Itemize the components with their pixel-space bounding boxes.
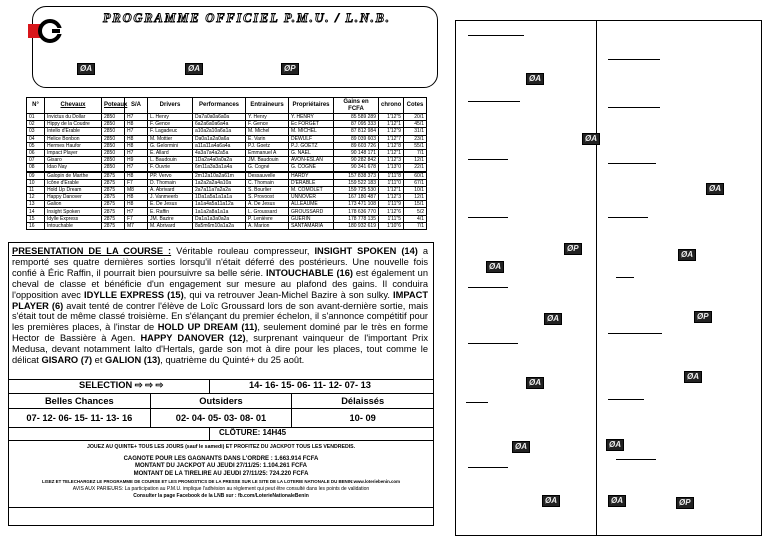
code-chip: ØA xyxy=(706,183,724,195)
table-cell: H8 xyxy=(125,121,148,128)
answer-line xyxy=(468,467,508,468)
table-row xyxy=(27,135,427,142)
table-cell: H9 xyxy=(125,157,148,164)
runners-table xyxy=(26,97,427,230)
table-cell: Emmanuel A xyxy=(246,149,289,156)
table-cell: 11 xyxy=(27,186,45,193)
table-cell: 01 xyxy=(27,114,45,121)
selection-value: 14- 16- 15- 06- 11- 12- 07- 13 xyxy=(249,380,371,390)
table-cell: 2875 xyxy=(102,179,125,186)
column-header: N° xyxy=(27,98,45,114)
horse-mention: INSIGHT SPOKEN (14) xyxy=(314,246,418,256)
delaisses-value: 10- 09 xyxy=(291,409,433,427)
table-cell: 2850 xyxy=(102,114,125,121)
table-cell: 8a5m6m10a1a2a xyxy=(193,222,246,229)
table-row xyxy=(27,149,427,156)
cloture-row xyxy=(9,427,433,441)
table-cell: Gisaro xyxy=(45,157,102,164)
answer-line xyxy=(468,217,508,218)
presentation-fragment: , qui va retrouver Jean-Michel Bazire à son sulky. xyxy=(183,289,394,300)
code-chip: ØA xyxy=(185,63,203,75)
table-cell: Y. Henry xyxy=(246,114,289,121)
table-cell: 2875 xyxy=(102,201,125,208)
table-cell: F. Lagadeuc xyxy=(148,128,193,135)
table-cell: 7/1 xyxy=(404,149,427,156)
table-cell: 1Da1a5a1a1a1a xyxy=(193,194,246,201)
column-header: S/A xyxy=(125,98,148,114)
table-cell: A. De Jesus xyxy=(246,201,289,208)
table-cell: H8 xyxy=(125,135,148,142)
table-cell: 14 xyxy=(27,208,45,215)
code-chip: ØP xyxy=(694,311,712,323)
table-cell: J. Vanmeerb xyxy=(148,194,193,201)
code-chip: ØP xyxy=(281,63,299,75)
table-cell: L. Groussard xyxy=(246,208,289,215)
table-header-row xyxy=(27,98,427,114)
table-row xyxy=(27,128,427,135)
code-chip: ØA xyxy=(512,441,530,453)
presentation-fragment: avait tenté de contrer l'élève de Loïc Groussard lors de son avant-dernière sortie, mais s'était tout de même classé troisième. En s'élançant du premier échelon, il s'annonce compétitif pour les premières places, à l'instar de xyxy=(12,300,428,333)
answer-line xyxy=(608,59,660,60)
table-row xyxy=(27,164,427,172)
table-cell: 89 603 726 xyxy=(334,142,379,149)
table-cell: 2875 xyxy=(102,194,125,201)
table-cell: E. De Jesus xyxy=(148,201,193,208)
table-cell: 55/1 xyxy=(404,142,427,149)
presentation-text xyxy=(12,246,428,366)
table-cell: D'ERABLE xyxy=(289,179,334,186)
programme-title: PROGRAMME OFFICIEL P.M.U. / L.N.B. xyxy=(103,11,391,25)
table-cell: JM. Baudouin xyxy=(246,157,289,164)
table-row xyxy=(27,222,427,229)
table-cell: 04 xyxy=(27,135,45,142)
table-cell: 157 838 373 xyxy=(334,172,379,180)
answer-line xyxy=(608,217,648,218)
table-cell: GUERIN xyxy=(289,215,334,222)
table-cell: L. Baudouin xyxy=(148,157,193,164)
table-cell: H8 xyxy=(125,201,148,208)
table-cell: Idylle Express xyxy=(45,215,102,222)
presentation-fragment: Véritable rouleau compresseur, xyxy=(171,246,315,256)
table-cell: M. Mottier xyxy=(148,135,193,142)
column-header: chrono xyxy=(379,98,404,114)
table-cell: 87 812 984 xyxy=(334,128,379,135)
presentation-fragment: est également un cheval de classe et bénéficie d'un engagement sur mesure au plafond des gains. Il conduira l'opposition avec xyxy=(12,267,428,300)
table-cell: 180 932 619 xyxy=(334,222,379,229)
table-cell: 2875 xyxy=(102,215,125,222)
table-cell: G. Cogné xyxy=(246,164,289,172)
header-box xyxy=(32,6,438,88)
table-cell: 67/1 xyxy=(404,179,427,186)
table-cell: 1'12"1 xyxy=(379,121,404,128)
pmu-logo xyxy=(28,18,68,44)
table-cell: Intello d'Erable xyxy=(45,128,102,135)
table-cell: P. Lenièvre xyxy=(246,215,289,222)
table-cell: Da1a1a3a0a2a xyxy=(193,215,246,222)
table-cell: H7 xyxy=(125,128,148,135)
table-cell: SANTAMARIA xyxy=(289,222,334,229)
table-cell: 09 xyxy=(27,172,45,180)
category-header-outsiders: Outsiders xyxy=(150,394,292,408)
code-chip: ØA xyxy=(526,377,544,389)
info-line-cagnote: CAGNOTE POUR LES GAGNANTS DANS L'ORDRE : 1.663.914 FCFA xyxy=(123,455,319,462)
table-cell: 03 xyxy=(27,128,45,135)
info-line-quinte: JOUEZ AU QUINTE+ TOUS LES JOURS (sauf le samedi) ET PROFITEZ DU JACKPOT TOUS LES VENDREDIS. xyxy=(86,444,356,450)
table-cell: ALLEAUME xyxy=(289,201,334,208)
table-cell: Galion xyxy=(45,201,102,208)
horse-mention: IMPACT PLAYER (6) xyxy=(12,289,428,311)
answer-line xyxy=(466,402,488,403)
table-cell: F7 xyxy=(125,215,148,222)
table-cell: 10/1 xyxy=(404,186,427,193)
table-cell: 1'12"7 xyxy=(379,135,404,142)
answer-line xyxy=(468,35,524,36)
table-row xyxy=(27,142,427,149)
table-cell: 4/1 xyxy=(404,215,427,222)
table-cell: 89 039 603 xyxy=(334,135,379,142)
table-cell: Helice Bonbon xyxy=(45,135,102,142)
table-cell: P.J. GOETZ xyxy=(289,142,334,149)
table-cell: 1'12"6 xyxy=(379,208,404,215)
table-row xyxy=(27,201,427,208)
table-cell: Da0a1a2a0a6a xyxy=(193,135,246,142)
table-cell: Hold Up Dream xyxy=(45,186,102,193)
table-cell: DEWULF xyxy=(289,135,334,142)
code-chip: ØP xyxy=(564,243,582,255)
table-cell: Ec FORGET xyxy=(289,121,334,128)
presentation-fragment: , surprenant vainqueur de l'important Prix Medusa, devant notamment Ialto d'Hertals, garde son mot à dire pour les places, tout comme le délicat xyxy=(12,333,428,366)
belles-chances-value: 07- 12- 06- 15- 11- 13- 16 xyxy=(26,413,133,423)
table-cell: 1'12"1 xyxy=(379,149,404,156)
answer-line xyxy=(616,277,634,278)
table-cell: 2850 xyxy=(102,149,125,156)
table-cell: 60/1 xyxy=(404,172,427,180)
table-cell: 12/1 xyxy=(404,194,427,201)
table-cell: Idao Nay xyxy=(45,164,102,172)
table-cell: UNNOVER xyxy=(289,194,334,201)
table-cell: a10a2a10a6a1a xyxy=(193,128,246,135)
table-cell: M8 xyxy=(125,186,148,193)
table-cell: 5/2 xyxy=(404,208,427,215)
table-cell: 2875 xyxy=(102,222,125,229)
table-cell: M7 xyxy=(125,222,148,229)
table-cell: 1a2a2a2a4a10a xyxy=(193,179,246,186)
table-cell: C. Thomain xyxy=(246,179,289,186)
table-cell: S. Provoost xyxy=(246,194,289,201)
table-cell: H8 xyxy=(125,142,148,149)
table-cell: S. Bourlier xyxy=(246,186,289,193)
table-cell: M. COMOLET xyxy=(289,186,334,193)
table-cell: 178 636 770 xyxy=(334,208,379,215)
table-cell: M. Abrivard xyxy=(148,222,193,229)
table-cell: E. Varin xyxy=(246,135,289,142)
table-cell: F7 xyxy=(125,179,148,186)
table-row xyxy=(27,208,427,215)
table-cell: 2850 xyxy=(102,128,125,135)
presentation-fragment: et xyxy=(92,355,106,366)
info-line-facebook: Consulter la page Facebook de la LNB sur : fb.com/LoterieNationaleBenin xyxy=(133,493,309,499)
table-cell: 10 xyxy=(27,179,45,186)
presentation-title: PRESENTATION DE LA COURSE : xyxy=(12,246,172,256)
table-cell: 1'11"9 xyxy=(379,201,404,208)
table-cell: 4a3a7a4a2a5a xyxy=(193,149,246,156)
table-cell: 87 095 333 xyxy=(334,121,379,128)
table-cell: Da7a0a0a6a0a xyxy=(193,114,246,121)
horse-mention: HOLD UP DREAM (11) xyxy=(157,322,258,333)
table-row xyxy=(27,157,427,164)
table-cell: Happy Danover xyxy=(45,194,102,201)
answer-grid-panel xyxy=(455,20,762,536)
selection-label: SELECTION ⇨ ⇨ ⇨ xyxy=(79,380,164,390)
table-cell: 2850 xyxy=(102,157,125,164)
table-cell: Galopin de Marthe xyxy=(45,172,102,180)
info-block xyxy=(9,444,433,501)
presentation-fragment: , quatrième du Quinté+ du 25 août. xyxy=(160,355,305,366)
column-header: Gains en FCFA xyxy=(334,98,379,114)
outsiders-value: 02- 04- 05- 03- 08- 01 xyxy=(150,409,292,427)
table-cell: HARDY xyxy=(289,172,334,180)
table-cell: E. Allard xyxy=(148,149,193,156)
category-values xyxy=(9,409,433,428)
table-cell: 1'13"0 xyxy=(379,164,404,172)
table-cell: 15 xyxy=(27,215,45,222)
table-cell: 173 471 108 xyxy=(334,201,379,208)
table-cell: PJ. Goetz xyxy=(246,142,289,149)
table-cell: Hermes Haufor xyxy=(45,142,102,149)
table-cell: 1'12"1 xyxy=(379,186,404,193)
table-cell: 1'12"9 xyxy=(379,128,404,135)
table-cell: Dessauvelle xyxy=(246,172,289,180)
table-cell: 12 xyxy=(27,194,45,201)
table-cell: 1'12"3 xyxy=(379,157,404,164)
table-cell: 2a7a11a7a2a2a xyxy=(193,186,246,193)
table-cell: 159 522 183 xyxy=(334,179,379,186)
answer-line xyxy=(616,459,656,460)
answer-line xyxy=(468,101,520,102)
table-cell: H7 xyxy=(125,114,148,121)
table-cell: Icône d'Erable xyxy=(45,179,102,186)
presentation-fragment: , seulement dominé par le très en forme Hector de Bassière à Agen. xyxy=(12,322,428,344)
table-cell: 90 148 171 xyxy=(334,149,379,156)
table-cell: 2875 xyxy=(102,172,125,180)
info-line-jackpot: MONTANT DU JACKPOT AU JEUDI 27/11/25: 1.104.261 FCFA xyxy=(134,463,308,469)
table-cell: 159 725 530 xyxy=(334,186,379,193)
table-cell: 12/1 xyxy=(404,157,427,164)
table-cell: D. Thomain xyxy=(148,179,193,186)
table-cell: 22/1 xyxy=(404,164,427,172)
table-cell: 7/1 xyxy=(404,222,427,229)
table-cell: AVON-ESLAN xyxy=(289,157,334,164)
table-cell: 90 341 678 xyxy=(334,164,379,172)
table-cell: 45/1 xyxy=(404,121,427,128)
table-cell: Insight Spoken xyxy=(45,208,102,215)
table-row xyxy=(27,179,427,186)
table-cell: 1'12"8 xyxy=(379,142,404,149)
table-cell: H8 xyxy=(125,194,148,201)
table-cell: 1'11"5 xyxy=(379,215,404,222)
table-cell: 85 589 289 xyxy=(334,114,379,121)
table-cell: 15/1 xyxy=(404,201,427,208)
code-chip: ØA xyxy=(606,439,624,451)
table-cell: 16 xyxy=(27,222,45,229)
column-header: Entraîneurs xyxy=(246,98,289,114)
table-cell: 07 xyxy=(27,157,45,164)
table-cell: H7 xyxy=(125,149,148,156)
table-row xyxy=(27,121,427,128)
table-cell: H8 xyxy=(125,172,148,180)
table-row xyxy=(27,186,427,193)
column-header: Performances xyxy=(193,98,246,114)
table-cell: PP. Vervo xyxy=(148,172,193,180)
answer-line xyxy=(608,163,656,164)
answer-line xyxy=(608,107,660,108)
table-cell: L. Henry xyxy=(148,114,193,121)
table-cell: F. Gence xyxy=(246,121,289,128)
table-cell: 06 xyxy=(27,149,45,156)
answer-line xyxy=(468,287,508,288)
table-cell: 1a1a2a8a1a1a xyxy=(193,208,246,215)
horse-mention: HAPPY DANOVER (12) xyxy=(140,333,246,344)
column-header: Cotes xyxy=(404,98,427,114)
table-row xyxy=(27,114,427,121)
table-cell: M. Michel xyxy=(246,128,289,135)
table-cell: 2850 xyxy=(102,142,125,149)
table-cell: Hippy de la Coudre xyxy=(45,121,102,128)
table-row xyxy=(27,194,427,201)
horse-mention: GISARO (7) xyxy=(41,355,93,366)
table-cell: 6m11a3a3a1a4a xyxy=(193,164,246,172)
column-header: Drivers xyxy=(148,98,193,114)
code-chip: ØA xyxy=(582,133,600,145)
code-chip: ØA xyxy=(684,371,702,383)
table-cell: 6a2a6a0a6a4a xyxy=(193,121,246,128)
runners-table-body xyxy=(27,114,427,230)
table-cell: F. Gence xyxy=(148,121,193,128)
code-chip: ØA xyxy=(77,63,95,75)
info-line-website: LISEZ ET TELECHARGEZ LE PROGRAMME DE COURSE ET LES PRONOSTICS DE LA PRESSE SUR LE SITE DE LA LOTERIE NATIONALE DU BENIN:www.loteriebenin.com xyxy=(41,479,401,484)
table-cell: 31/1 xyxy=(404,128,427,135)
column-header: Poteaux xyxy=(102,98,125,114)
table-cell: 05 xyxy=(27,142,45,149)
table-cell: 08 xyxy=(27,164,45,172)
category-header-belles-chances: Belles Chances xyxy=(44,396,114,406)
code-chip: ØA xyxy=(608,495,626,507)
column-header: Propriétaires xyxy=(289,98,334,114)
table-cell: H7 xyxy=(125,164,148,172)
table-cell: G. Gelormini xyxy=(148,142,193,149)
table-cell: Impact Player xyxy=(45,149,102,156)
table-cell: 1'11"0 xyxy=(379,179,404,186)
answer-line xyxy=(608,399,644,400)
table-cell: 178 778 135 xyxy=(334,215,379,222)
table-cell: 2850 xyxy=(102,135,125,142)
horse-mention: INTOUCHABLE (16) xyxy=(266,267,353,278)
table-cell: E. Raffin xyxy=(148,208,193,215)
table-cell: A. Marion xyxy=(246,222,289,229)
table-cell: Intouchable xyxy=(45,222,102,229)
code-chip: ØA xyxy=(526,73,544,85)
table-cell: GROUSSARD xyxy=(289,208,334,215)
table-cell: 1'12"5 xyxy=(379,114,404,121)
table-row xyxy=(27,172,427,180)
table-row xyxy=(27,215,427,222)
table-cell: 1'10"6 xyxy=(379,222,404,229)
code-chip: ØA xyxy=(542,495,560,507)
table-cell: 13 xyxy=(27,201,45,208)
answer-line xyxy=(608,333,662,334)
table-cell: a11a11a4a6a4a xyxy=(193,142,246,149)
table-cell: G. NAEL xyxy=(289,149,334,156)
code-chip: ØA xyxy=(544,313,562,325)
table-cell: 167 180 487 xyxy=(334,194,379,201)
table-cell: 1'12"3 xyxy=(379,194,404,201)
code-chip: ØA xyxy=(678,249,696,261)
table-cell: 1Da2a4a0a0a2a xyxy=(193,157,246,164)
horse-mention: IDYLLE EXPRESS (15) xyxy=(84,289,184,300)
table-cell: 23/1 xyxy=(404,135,427,142)
table-cell: 02 xyxy=(27,121,45,128)
info-line-avis: AVIS AUX PARIEURS: La participation au P.M.U. implique l'adhésion au règlement qui peut être consulté dans les points de validation xyxy=(72,485,370,492)
column-header: Chevaux xyxy=(45,98,102,114)
selection-row xyxy=(9,379,433,394)
column-divider xyxy=(596,21,597,535)
table-cell: 2875 xyxy=(102,186,125,193)
table-cell: 90 282 842 xyxy=(334,157,379,164)
category-header-delaisses: Délaissés xyxy=(291,394,433,408)
table-cell: Invictus du Dollar xyxy=(45,114,102,121)
table-cell: Y. HENRY xyxy=(289,114,334,121)
code-chip: ØA xyxy=(486,261,504,273)
cloture-time: CLÔTURE: 14H45 xyxy=(219,428,287,437)
table-cell: 2850 xyxy=(102,121,125,128)
table-cell: M. MICHEL xyxy=(289,128,334,135)
answer-line xyxy=(468,159,508,160)
table-cell: F. Ouvrie xyxy=(148,164,193,172)
code-chip: ØP xyxy=(676,497,694,509)
category-headers xyxy=(9,394,433,409)
presentation-fragment: a remporté ses quatre dernières sorties lorsqu'il n'était déferré des postérieurs. Une nouvelle fois confié à Éric Raffin, il pourrait bien poursuivre sa belle série. xyxy=(12,246,429,278)
table-cell: JM. Bazire xyxy=(148,215,193,222)
table-cell: G. COGNE xyxy=(289,164,334,172)
table-cell: 2m12a10a2a61m xyxy=(193,172,246,180)
table-cell: A. Abrivard xyxy=(148,186,193,193)
table-cell: 1a1a4a5a11a12a xyxy=(193,201,246,208)
info-line-tirelire: MONTANT DE LA TIRELIRE AU JEUDI 27/11/25: 724.220 FCFA xyxy=(133,470,309,477)
answer-line xyxy=(468,343,518,344)
table-cell: 2875 xyxy=(102,208,125,215)
horse-mention: GALION (13) xyxy=(105,355,161,366)
table-cell: 2850 xyxy=(102,164,125,172)
table-cell: 1'11"8 xyxy=(379,172,404,180)
presentation-section xyxy=(8,242,434,526)
table-cell: H7 xyxy=(125,208,148,215)
table-cell: 20/1 xyxy=(404,114,427,121)
